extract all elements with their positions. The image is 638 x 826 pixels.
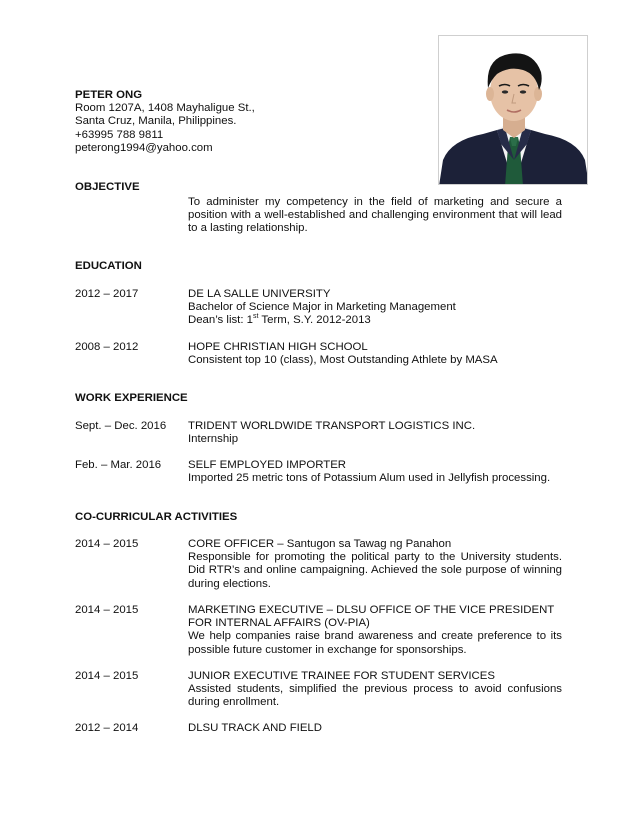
profile-photo — [438, 35, 588, 185]
contact-header — [75, 89, 415, 155]
cocurricular-heading: CO-CURRICULAR ACTIVITIES — [75, 511, 238, 523]
activity-date-3: 2014 – 2015 — [75, 670, 139, 682]
work-entry-2 — [188, 459, 562, 485]
objective-heading: OBJECTIVE — [75, 181, 140, 193]
activity-entry-1 — [188, 538, 562, 591]
deans-list — [188, 314, 562, 327]
activity-date-1: 2014 – 2015 — [75, 538, 139, 550]
activity-entry-4 — [188, 722, 562, 735]
school-name: DE LA SALLE UNIVERSITY — [188, 288, 331, 300]
school-name: HOPE CHRISTIAN HIGH SCHOOL — [188, 341, 368, 353]
activity-heading: DLSU TRACK AND FIELD — [188, 722, 322, 734]
activity-entry-3 — [188, 670, 562, 710]
activity-date-4: 2012 – 2014 — [75, 722, 139, 734]
activity-entry-2 — [188, 604, 562, 657]
objective-text: To administer my competency in the field of marketing and secure a position with a well-established and challenging environment that will lead to a lasting relationship. — [188, 196, 562, 235]
address-line-1: Room 1207A, 1408 Mayhaligue St., — [75, 102, 255, 115]
activity-heading: CORE OFFICER – Santugon sa Tawag ng Panahon — [188, 538, 452, 550]
education-entry-1 — [188, 288, 562, 328]
company-name: TRIDENT WORLDWIDE TRANSPORT LOGISTICS INC. — [188, 420, 476, 432]
activity-description: Responsible for promoting the political party to the University students. Did RTR’s and online campaigning. Achieved the sole purpose of winning during elections. — [188, 551, 562, 590]
education-date-2: 2008 – 2012 — [75, 341, 139, 353]
work-date-1: Sept. – Dec. 2016 — [75, 420, 167, 432]
work-date-2: Feb. – Mar. 2016 — [75, 459, 162, 471]
education-heading: EDUCATION — [75, 260, 142, 272]
work-heading: WORK EXPERIENCE — [75, 392, 188, 404]
job-role: Imported 25 metric tons of Potassium Alum used in Jellyfish processing. — [188, 472, 551, 485]
degree: Bachelor of Science Major in Marketing Management — [188, 301, 456, 314]
school-note: Consistent top 10 (class), Most Outstanding Athlete by MASA — [188, 354, 498, 367]
activity-heading: JUNIOR EXECUTIVE TRAINEE FOR STUDENT SERVICES — [188, 670, 495, 682]
education-date-1: 2012 – 2017 — [75, 288, 139, 300]
portrait-image — [439, 36, 588, 185]
activity-description: We help companies raise brand awareness and create preference to its possible future customer in exchange for sponsorships. — [188, 630, 562, 656]
deans-list-sup: st — [253, 313, 259, 321]
job-role: Internship — [188, 433, 239, 446]
email-address: peterong1994@yahoo.com — [75, 141, 213, 154]
phone-number: +63995 788 9811 — [75, 128, 164, 141]
activity-description: Assisted students, simplified the previous process to avoid confusions during enrollment. — [188, 683, 562, 709]
activity-heading: MARKETING EXECUTIVE – DLSU OFFICE OF THE VICE PRESIDENT FOR INTERNAL AFFAIRS (OV-PIA) — [188, 604, 555, 630]
deans-list-prefix: Dean’s list: 1 — [188, 314, 254, 327]
activity-date-2: 2014 – 2015 — [75, 604, 139, 616]
work-entry-1 — [188, 420, 562, 446]
address-line-2: Santa Cruz, Manila, Philippines. — [75, 115, 237, 128]
deans-list-suffix: Term, S.Y. 2012-2013 — [258, 314, 371, 327]
candidate-name: PETER ONG — [75, 89, 143, 101]
education-entry-2 — [188, 341, 562, 367]
company-name: SELF EMPLOYED IMPORTER — [188, 459, 347, 471]
